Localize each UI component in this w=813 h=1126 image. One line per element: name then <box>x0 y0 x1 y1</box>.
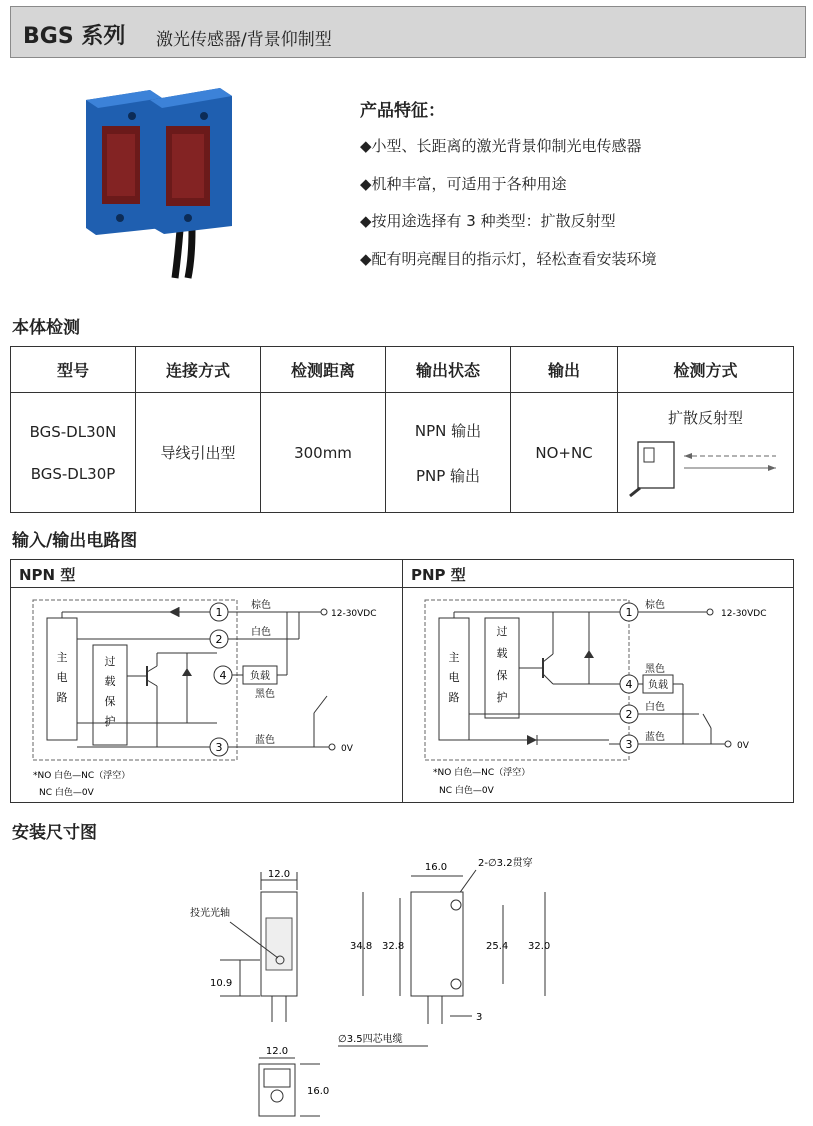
main-circuit-char: 电 <box>56 671 68 684</box>
pin-2: 2 <box>215 633 223 646</box>
main-circuit-char: 路 <box>448 691 460 704</box>
pnp-note-1: *NO 白色—NC（浮空） <box>433 768 531 778</box>
main-circuit-char: 电 <box>448 671 460 684</box>
col-header: 输出状态 <box>386 347 511 393</box>
hole-label: 2-∅3.2贯穿 <box>478 858 533 869</box>
h1-label: 34.8 <box>350 941 373 952</box>
blue-label: 蓝色 <box>255 735 275 746</box>
feature-item: ◆按用途选择有 3 种类型：扩散反射型 <box>360 212 616 230</box>
features-title: 产品特征： <box>360 101 445 121</box>
pin-1: 1 <box>215 606 223 619</box>
dimensions-title: 安装尺寸图 <box>12 823 97 843</box>
h2-label: 32.8 <box>382 941 405 952</box>
overload-char: 护 <box>496 691 508 704</box>
circuit-title: 输入/输出电路图 <box>12 531 138 551</box>
feature-item: ◆配有明亮醒目的指示灯，轻松查看安装环境 <box>360 250 657 268</box>
connection-cell: 导线引出型 <box>136 393 261 513</box>
black-label: 黑色 <box>645 664 665 675</box>
col-header: 连接方式 <box>136 347 261 393</box>
model-n: BGS-DL30N <box>29 422 117 441</box>
overload-char: 载 <box>104 675 116 688</box>
load-label: 负载 <box>250 671 270 682</box>
vdc-label: 12-30VDC <box>721 609 767 619</box>
feature-item: ◆小型、长距离的激光背景仰制光电传感器 <box>360 137 642 155</box>
pnp-circuit-diagram <box>403 588 793 802</box>
model-cell <box>11 393 136 513</box>
zero-volt-label: 0V <box>341 744 353 754</box>
h3-label: 25.4 <box>486 941 509 952</box>
white-label: 白色 <box>645 702 665 713</box>
col-header: 检测距离 <box>261 347 386 393</box>
distance-cell: 300mm <box>261 393 386 513</box>
feature-item: ◆机种丰富，可适用于各种用途 <box>360 175 567 193</box>
white-label: 白色 <box>251 627 271 638</box>
bottom-width-label: 12.0 <box>265 1046 289 1057</box>
zero-volt-label: 0V <box>737 741 749 751</box>
overload-char: 保 <box>496 669 508 682</box>
axis-height-label: 10.9 <box>210 978 233 989</box>
pnp-note-2: NC 白色—0V <box>439 786 494 796</box>
vdc-label: 12-30VDC <box>331 609 377 619</box>
cable-label: ∅3.5四芯电缆 <box>338 1034 403 1045</box>
npn-header: NPN 型 <box>11 560 403 588</box>
h4-label: 32.0 <box>528 941 551 952</box>
overload-char: 保 <box>104 695 116 708</box>
pin-3: 3 <box>215 741 223 754</box>
npn-note-1: *NO 白色—NC（浮空） <box>33 771 131 781</box>
col-header: 检测方式 <box>618 347 794 393</box>
col-header: 输出 <box>511 347 618 393</box>
side-width-label: 16.0 <box>424 862 448 873</box>
output-npn: NPN 输出 <box>414 421 482 440</box>
pin-2: 2 <box>625 708 633 721</box>
page-header <box>10 6 806 58</box>
npn-circuit-diagram <box>11 588 401 802</box>
brown-label: 棕色 <box>251 600 271 611</box>
output-cell: NO+NC <box>511 393 618 513</box>
overload-char: 载 <box>496 647 508 660</box>
cable-offset-label: 3 <box>476 1012 483 1023</box>
main-circuit-char: 主 <box>56 651 68 664</box>
product-photo <box>80 80 250 280</box>
pin-3: 3 <box>625 738 633 751</box>
axis-label: 投光光轴 <box>190 908 230 919</box>
spec-table <box>10 346 794 513</box>
circuit-panel <box>10 559 794 803</box>
overload-char: 过 <box>104 655 116 668</box>
front-width-label: 12.0 <box>267 869 291 880</box>
method-label: 扩散反射型 <box>667 409 743 427</box>
black-label: 黑色 <box>255 689 275 700</box>
pnp-header: PNP 型 <box>403 560 793 588</box>
blue-label: 蓝色 <box>645 732 665 743</box>
main-circuit-char: 主 <box>448 651 460 664</box>
bottom-depth-label: 16.0 <box>307 1086 330 1097</box>
overload-char: 过 <box>496 625 508 638</box>
detection-title: 本体检测 <box>12 318 80 338</box>
main-circuit-char: 路 <box>56 691 68 704</box>
overload-char: 护 <box>104 715 116 728</box>
brown-label: 棕色 <box>645 600 665 611</box>
output-state-cell <box>386 393 511 513</box>
pin-4: 4 <box>219 669 227 682</box>
dimension-drawing <box>160 850 580 1122</box>
diffuse-reflection-icon <box>626 436 786 498</box>
load-label: 负载 <box>648 680 668 691</box>
series-title: BGS 系列 <box>23 24 126 49</box>
model-p: BGS-DL30P <box>30 464 116 483</box>
output-pnp: PNP 输出 <box>415 466 481 485</box>
pin-1: 1 <box>625 606 633 619</box>
col-header: 型号 <box>11 347 136 393</box>
npn-note-2: NC 白色—0V <box>39 788 94 798</box>
pin-4: 4 <box>625 678 633 691</box>
series-subtitle: 激光传感器/背景仰制型 <box>156 30 332 50</box>
method-cell <box>618 393 794 513</box>
